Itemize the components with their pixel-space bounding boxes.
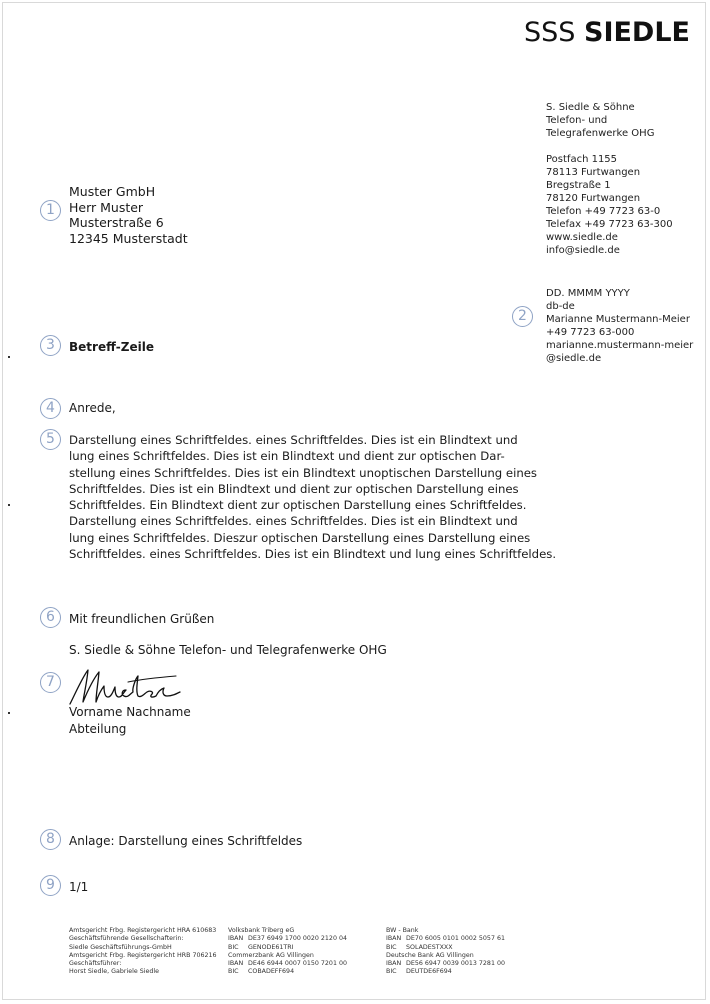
iban-value: DE46 6944 0007 0150 7201 00 [248,960,347,968]
handwritten-signature [66,666,186,708]
letter-body [69,432,557,562]
body-line: lung eines Schriftfeldes. Dies ist ein Blindtext und dient zur optischen Dar- [69,449,505,464]
siedle-logo [524,17,690,48]
bank-name: Commerzbank AG Villingen [228,951,314,959]
iban-label: IBAN [386,935,402,943]
body-line: Schriftfeldes. Ein Blindtext dient zur optischen Darstellung eines Schriftfeldes. [69,498,527,513]
reference-block [546,287,693,365]
signer-department: Abteilung [69,722,127,736]
footer-legal-line: Geschäftsführende Gesellschafterin: [69,935,184,943]
fold-mark [8,504,10,506]
sender-company-line: Telegrafenwerke OHG [546,128,655,139]
body-line: stellung eines Schriftfeldes. Dies ist ein Blindtext unoptischen Darstellung eines [69,465,538,480]
recipient-city: 12345 Musterstadt [69,230,188,246]
bic-value: GENODE61TRI [248,943,294,951]
bic-label: BIC [386,943,397,951]
logo-sss: SSS [523,17,576,48]
footer-legal-line: Amtsgericht Frbg. Registergericht HRB 706216 [69,951,217,959]
sender-company-line: Telefon- und [546,115,608,126]
sender-company-line: S. Siedle & Söhne [546,102,635,113]
footer-bank-1 [228,927,347,977]
sender-block [546,101,673,257]
recipient-person: Herr Muster [69,199,144,215]
marker-2: 2 [512,306,533,327]
bic-value: SOLADESTXXX [406,943,453,951]
reference-date: DD. MMMM YYYY [546,288,630,299]
bic-label: BIC [228,968,239,976]
recipient-street: Musterstraße 6 [69,215,164,230]
sender-phone: Telefon +49 7723 63-0 [546,206,661,217]
fold-mark [8,712,10,714]
sender-website: www.siedle.de [546,232,618,243]
sender-address-line: 78120 Furtwangen [546,193,641,204]
reference-contact-name: Marianne Mustermann-Meier [546,314,690,325]
closing-company: S. Siedle & Söhne Telefon- und Telegrafenwerke OHG [69,643,387,657]
body-line: Darstellung eines Schriftfeldes. eines Schriftfeldes. Dies ist ein Blindtext und [69,514,518,529]
bic-value: COBADEFF694 [248,968,295,976]
footer-legal-line: Geschäftsführer: [69,960,122,968]
footer-legal [69,927,217,977]
iban-value: DE56 6947 0039 0013 7281 00 [406,960,505,968]
fold-mark [8,356,10,358]
salutation: Anrede, [69,401,116,415]
iban-label: IBAN [228,960,244,968]
marker-9: 9 [40,875,61,896]
footer-legal-line: Horst Siedle, Gabriele Siedle [69,968,159,976]
attachment-note: Anlage: Darstellung eines Schriftfeldes [69,834,303,848]
sender-address-line: Postfach 1155 [546,154,618,165]
sender-fax: Telefax +49 7723 63-300 [546,219,673,230]
body-line: Schriftfeldes. eines Schriftfeldes. Dies ist ein Blindtext und lung eines Schriftfeldes. [69,547,557,562]
bank-name: Volksbank Triberg eG [228,927,295,934]
reference-email: marianne.mustermann-meier [546,340,694,351]
reference-code: db-de [546,301,575,312]
marker-8: 8 [40,829,61,850]
recipient-company: Muster GmbH [69,184,156,199]
recipient-address [69,184,188,246]
sender-address-line: Bregstraße 1 [546,180,611,191]
footer-bank-2 [386,927,505,977]
bic-label: BIC [228,943,239,951]
body-line: Schriftfeldes. Dies ist ein Blindtext und dient zur optischen Darstellung eines [69,481,519,496]
page-count: 1/1 [69,880,89,894]
footer-legal-line: Amtsgericht Frbg. Registergericht HRA 610683 [69,927,217,934]
marker-7: 7 [40,672,61,693]
bic-label: BIC [386,968,397,976]
subject-line: Betreff-Zeile [69,340,154,354]
reference-phone: +49 7723 63-000 [546,327,635,338]
reference-email-domain: @siedle.de [546,353,602,364]
marker-5: 5 [40,429,61,450]
bank-name: BW - Bank [386,927,419,934]
signer-block [69,704,191,738]
marker-4: 4 [40,398,61,419]
closing-phrase: Mit freundlichen Grüßen [69,612,215,626]
iban-label: IBAN [228,935,244,943]
body-line: Darstellung eines Schriftfeldes. eines Schriftfeldes. Dies ist ein Blindtext und [69,433,518,447]
bank-name: Deutsche Bank AG Villingen [386,951,474,959]
iban-label: IBAN [386,960,402,968]
footer-legal-line: Siedle Geschäftsführungs-GmbH [69,943,172,951]
marker-1: 1 [40,200,61,221]
logo-siedle: SIEDLE [584,17,690,48]
marker-3: 3 [40,335,61,356]
iban-value: DE37 6949 1700 0020 2120 04 [248,935,347,943]
sender-email: info@siedle.de [546,245,620,256]
bic-value: DEUTDE6F694 [406,968,452,976]
iban-value: DE70 6005 0101 0002 5057 61 [406,935,505,943]
sender-address-line: 78113 Furtwangen [546,167,641,178]
marker-6: 6 [40,607,61,628]
signer-name: Vorname Nachname [69,705,191,719]
body-line: lung eines Schriftfeldes. Dieszur optischen Darstellung eines Darstellung eines [69,530,531,545]
